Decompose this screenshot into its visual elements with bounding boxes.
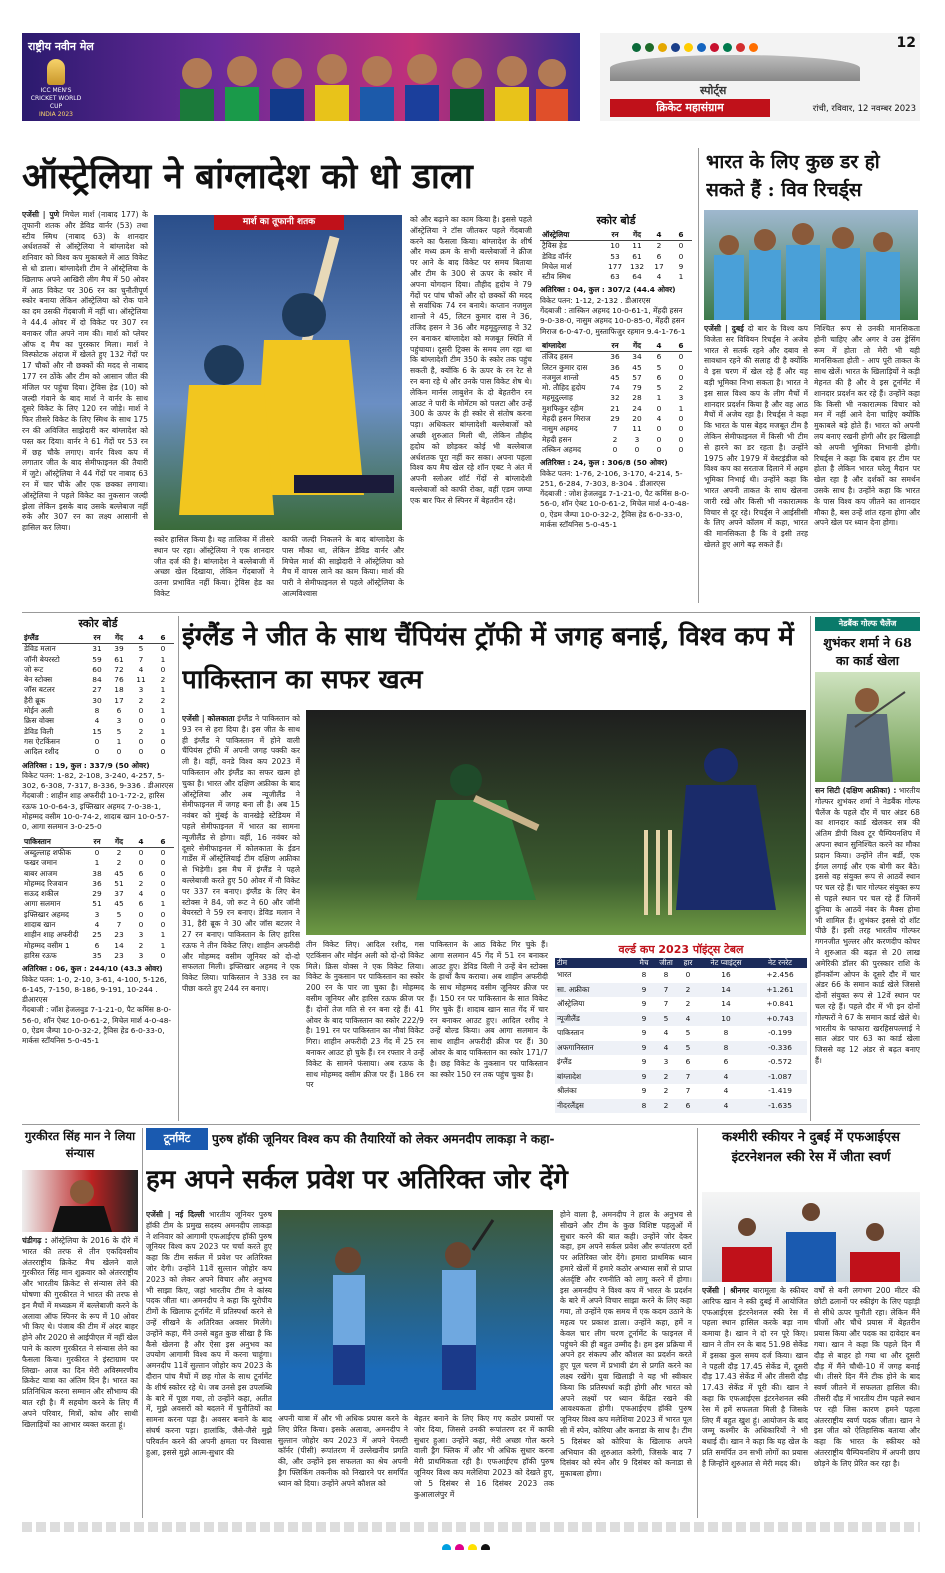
batting-row: सऊद शकील 29 37 4 0 bbox=[24, 889, 166, 899]
points-table bbox=[555, 942, 807, 1120]
points-row: पाकिस्तान 9 4 5 8 -0.199 bbox=[557, 1028, 792, 1038]
lead-byline: एजेंसी | पुणे bbox=[22, 210, 60, 219]
eng-column-3: पाकिस्तान के आठ विकेट गिर चुके हैं। आगा सलमान 45 गेंद में 51 रन बनाकर आउट हुए। डेविड विली ने उन्हें बेन स्टोक्स के हाथों कैच कराया। अब शाहीन अफरीदी के साथ मोहम्मद वसीम जूनियर क्रीज पर हैं। 150 रन पर पाकिस्तान के सात विकेट गिर चुके हैं। शादाब खान सात गेंद में चार रन बनाकर आउट हुए। आदिल रशीद ने उन्हें बोल्ड किया। अब आगा सलमान के साथ शाहीन अफरीदी क्रीज पर हैं। 30 ओवर के बाद पाकिस्तान का स्कोर 171/7 है। छह विकेट के नुकसान पर पाकिस्तान का स्कोर 150 रन तक पहुंच चुका है। bbox=[430, 940, 548, 1079]
golf-headline: शुभंकर शर्मा ने 68 का कार्ड खेला bbox=[823, 635, 912, 668]
richards-byline: एजेंसी | दुबई bbox=[704, 324, 744, 333]
batting-row: मुशफिकुर रहीम 21 24 0 1 bbox=[542, 403, 684, 413]
batting-row: शादाब खान 4 7 0 0 bbox=[24, 920, 166, 930]
hockey-column-2: अपनी यात्रा में और भी अधिक प्रयास करने के लिए प्रेरित किया। इसके अलावा, अमनदीप ने सुल्तान जोहोर कप 2023 में अपने पेनल्टी कॉर्नर (पीसी) रूपांतरण में उल्लेखनीय प्रगति की, और उन्होंने इस सफलता का श्रेय अपनी ड्रैग फ्लिकिंग तकनीक को निखारने पर समर्पित ध्यान को दिया। उन्होंने अपने कौशल को bbox=[278, 1414, 408, 1488]
points-col-nrr: नेट रनरेट bbox=[767, 958, 793, 967]
eng-byline: एजेंसी | कोलकाता bbox=[182, 714, 235, 723]
registration-strip bbox=[22, 1522, 920, 1532]
richards-column-2: निश्चित रूप से उनकी मानसिकता होनी चाहिए और अगर वे उस ड्रेसिंग रूम में होता तो मेरी भी यही मानसिकता होती - आप पूरी ताकत के साथ खेलें। भारत के खिलाड़ियों ने कड़ी मेहनत की है और वे इस टूर्नामेंट में शानदार प्रदर्शन कर रहे हैं। उन्होंने कहा कि किसी भी नकारात्मक विचार को मन में नहीं आने देना चाहिए क्योंकि मुकाबले बड़े होते हैं। भारत को अपनी लय बनाए रखनी होगी और हर खिलाड़ी को अपनी भूमिका निभानी होगी। रिचर्ड्स ने कहा कि दबाव हर टीम पर होता है लेकिन भारत घरेलू मैदान पर खेल रहा है और दर्शकों का समर्थन उसके साथ है। उन्होंने कहा कि भारत के पास विश्व कप जीतने का शानदार मौका है, बस उन्हें शांत रहना होगा और अपने खेल पर ध्यान देना होगा। bbox=[814, 324, 920, 528]
batting-row: आगा सलमान 51 45 6 1 bbox=[24, 899, 166, 909]
lead-column-4: को और बढ़ाने का काम किया है। इससे पहले ऑस्ट्रेलिया ने टॉस जीतकर पहले गेंदबाजी करने का फैसला किया। बांग्लादेश के शीर्ष और मध्य क्रम के सभी बल्लेबाजों ने क्रीज पर आने के बाद विकेट पर समय बिताया और टीम के 300 से ऊपर के स्कोर में अपना योगदान दिया। तौहीद हृदोय ने 79 गेंदों पर पांच चौकों और दो छक्कों की मदद से सर्वाधिक 74 रन बनाये। कप्तान नजमुल शान्तो ने 45, लिटन कुमार दास ने 36, तंजिद हसन ने 36 और महमूदुल्लाह ने 32 रन बनाकर बांग्लादेश को मजबूत स्थिति में पहुंचाया। दूसरी ट्रिक्स के समय लग रहा था कि बांग्लादेशी टीम 350 के स्कोर तक पहुंच सकती है, क्योंकि 6 के ऊपर के रन रेट से रन बना रहे थे और उनके पास विकेट शेष थे। लेकिन मार्नस लाबुशेन के दो बेहतरीन रन आउट ने पारी के मोमेंटम को पलटा और उन्हें 300 के ऊपर के ही स्कोर से संतोष करना पड़ा। अधिकतर बांग्लादेशी बल्लेबाजों को अच्छी शुरुआत मिली थी, लेकिन तौहीद हृदोय को छोड़कर कोई भी बल्लेबाज अर्धशतक पूरा नहीं कर सका। अपना पहला विश्व कप मैच खेल रहे शॉन एबट ने अंत में अपनी स्लोअर शॉर्ट गेंदों से बांग्लादेशी बल्लेबाजों को काफी रोका, वहीं एडम जम्पा एक बार फिर से स्पिनर में बेहतरीन रहे। bbox=[410, 215, 532, 505]
batting-row: जॉनी बेयरस्टो 59 61 7 1 bbox=[24, 654, 166, 664]
eng-headline: इंग्लैंड ने जीत के साथ चैंपियंस ट्रॉफी में जगह बनाई, विश्व कप में पाकिस्तान का सफर खत्म bbox=[182, 622, 794, 695]
eng-batting-table: इंग्लैंड रन गेंद 4 6 डेविड मलान 31 39 5 0 जॉनी बेयरस्टो 59 61 7 1 जो रूट 60 72 4 0 बेन स्टोक्स 84 76 11 2 जॉस बटलर 27 18 3 1 हैरी ब्रूक 30 17 2 2 मोईन अली 8 6 0 1 क्रिस वोक्स 4 3 0 0 डेविड विली 15 5 2 1 गस ऐटकिंसन 0 1 0 0 आदिल रशीद 0 0 0 0 bbox=[22, 633, 174, 758]
ban-fow: विकेट पतन: 1-76, 2-106, 3-170, 4-214, 5-251, 6-284, 7-303, 8-304 . डीआरएस bbox=[540, 468, 683, 488]
aus-batting-table: ऑस्ट्रेलिया रन गेंद 4 6 ट्रैविस हेड 10 11 2 0 डेविड वॉर्नर 53 61 6 0 मिचेल मार्श 177 132 17 9 स्टीव स्मिथ 63 64 4 1 bbox=[540, 230, 692, 282]
batting-row: मोहम्मद वसीम 1 6 14 2 1 bbox=[24, 940, 166, 950]
players-illustration bbox=[172, 45, 572, 121]
ban-extras: अतिरिक्त : 24, कुल : 306/8 (50 ओवर) bbox=[540, 458, 668, 468]
batting-row: बाबर आजम 38 45 6 0 bbox=[24, 868, 166, 878]
batting-row: जॉस बटलर 27 18 3 1 bbox=[24, 685, 166, 695]
hockey-kicker: पुरुष हॉकी जूनियर विश्व कप की तैयारियों को लेकर अमनदीप लाकड़ा ने कहा- bbox=[212, 1132, 555, 1146]
batting-row: तस्किन अहमद 0 0 0 0 bbox=[542, 444, 684, 454]
richards-photo-team-india bbox=[704, 210, 918, 320]
batting-row: स्टीव स्मिथ 63 64 4 1 bbox=[542, 272, 684, 282]
batting-row: फखर जमान 1 2 0 0 bbox=[24, 858, 166, 868]
trophy-icon bbox=[47, 59, 65, 85]
points-row: ऑस्ट्रेलिया 9 7 2 14 +0.841 bbox=[557, 999, 794, 1009]
hockey-column-4: होने वाला है, अमनदीप ने हाल के अनुभव से सीखने और टीम के कुछ विशिष्ट पहलुओं में सुधार करने की बात कही। उन्होंने जोर देकर कहा, हम अपने सर्कल प्रवेश और रूपांतरण दरों पर अतिरिक्त जोर देंगे। हमारा प्राथमिक ध्यान हमारे खेलों में हमारे कठोर अभ्यास सत्रों से प्राप्त अंतर्दृष्टि और रणनीति को लागू करने में होगा। इस अमनदीप ने विश्व कप में भारत के प्रदर्शन के बारे में अपने विचार साझा करने के लिए कहा गया, तो उन्होंने एक समय में एक कदम उठाने के महत्व पर प्रकाश डाला। उन्होंने कहा, हमें न केवल चार लीग चरण टूर्नामेंट के फाइनल में पहुंचने की ही बहुत उम्मीद है। हम इस प्रक्रिया में अपने हर संकल्प और कौशल का प्रदर्शन करते हुए पूल चरण में प्रभावी ढंग से प्रगति करने का लक्ष्य रखेंगे। युवा खिलाड़ी ने यह भी स्वीकार किया कि प्रतिस्पर्धा कड़ी होगी और भारत को अपने लक्ष्यों पर ध्यान केंद्रित रखने की आवश्यकता होगी। एफआईएच हॉकी पुरुष जूनियर विश्व कप मलेशिया 2023 में भारत पूल सी में स्पेन, कोरिया और कनाडा के साथ है। टीम 5 दिसंबर को कोरिया के खिलाफ अपने अभियान की शुरुआत करेगी, जिसके बाद 7 दिसंबर को स्पेन और 9 दिसंबर को कनाडा से मुकाबला होगा। bbox=[560, 1210, 692, 1479]
page-number: 12 bbox=[896, 35, 916, 51]
batting-row: तंजिद हसन 36 34 6 0 bbox=[542, 352, 684, 362]
pak-fow: विकेट पतन: 1-0, 2-10, 3-61, 4-100, 5-126, 6-145, 7-150, 8-186, 9-191, 10-244 . डीआरएस bbox=[22, 974, 167, 1005]
points-row: नीदरलैंड्स 8 2 6 4 -1.635 bbox=[555, 1099, 807, 1114]
golfer-illustration bbox=[815, 672, 920, 782]
lead-column-1: एजेंसी | पुणे मिचेल मार्श (नाबाद 177) के तूफानी शतक और डेविड वार्नर (53) तथा स्टीव स्मिथ (नाबाद 63) के शानदार अर्धशतकों से ऑस्ट्रेलिया ने बांग्लादेश को शनिवार को विश्व कप मुकाबले में आठ विकेट से धो डाला। बांग्लादेशी टीम ने ऑस्ट्रेलिया के खिलाफ अपने आखिरी लीग मैच में 50 ओवर में आठ विकेट पर 306 रन का चुनौतीपूर्ण स्कोर बनाया लेकिन ऑस्ट्रेलिया को रोक पाने का दम उसकी गेंदबाजी में नहीं था। ऑस्ट्रेलिया ने 44.4 ओवर में दो विकेट पर 307 रन बनाकर जीत अपने नाम की। मार्श को प्लेयर ऑफ द मैच का पुरस्कार मिला। मार्श ने विस्फोटक अंदाज में खेलते हुए 132 गेंदों पर 17 चौकों और नौ छक्कों की मदद से नाबाद 177 रन ठोंके और टीम को आसान जीत की मंजिल पर पहुंचा दिया। ट्रेविस हेड (10) को जल्दी गंवाने के बाद मार्श ने वार्नर के साथ दूसरे विकेट के लिए 120 रन जोड़े। मार्श ने फिर तीसरे विकेट के लिए स्मिथ के साथ 175 रन की अविजित साझेदारी कर बांग्लादेश को पस्त कर दिया। वार्नर ने 61 गेंदों पर 53 रन में छह चौके लगाए। वार्नर विश्व कप में लगातार जीत के बाद सेमीफाइनल की तैयारी में जुटे। ऑस्ट्रेलिया ने 44 गेंदों पर नाबाद 63 रन में चार चौके और एक छक्का लगाया। ऑस्ट्रेलिया ने पहले विकेट का नुकसान जल्दी झेला लेकिन इसके बाद उसके बल्लेबाज नहीं रुके और 307 रन का लक्ष्य आसानी से हासिल कर लिया। bbox=[22, 210, 148, 533]
batting-row: गस ऐटकिंसन 0 1 0 0 bbox=[24, 736, 166, 746]
ski-headline: कश्मीरी स्कीयर ने दुबई में एफआईएस इंटरनेशनल स्की रेस में जीता स्वर्ण bbox=[722, 1130, 900, 1165]
batting-row: हारिस रऊफ 35 23 3 0 bbox=[24, 950, 166, 960]
subsection-name: क्रिकेट महासंग्राम bbox=[610, 99, 770, 117]
pak-extras: अतिरिक्त : 06, कुल : 244/10 (43.3 ओवर) bbox=[22, 964, 163, 974]
eng-column-2: तीन विकेट लिए। आदिल रशीद, गस एटकिंसन और मोईन अली को दो-दो विकेट मिले। क्रिस वोक्स ने एक विकेट लिया। विकेट के नुकसान पर पाकिस्तान का स्कोर 200 रन के पार जा चुका है। मोहम्मद वसीम जूनियर और हारिस रऊफ क्रीज पर हैं। दोनों तेज गति से रन बना रहे हैं। 41 ओवर के बाद पाकिस्तान का स्कोर 222/9 है। 191 रन पर पाकिस्तान का नौवां विकेट गिरा। शाहीन अफरीदी 23 गेंद में 25 रन बनाकर आउट हो चुके हैं। रन रफ्तार ने उन्हें विकेट के सामने फंसाया। अब रऊफ के साथ मोहम्मद वसीम क्रीज पर हैं। 186 रन पर bbox=[306, 940, 424, 1090]
lead-scoreboard bbox=[540, 213, 692, 608]
batting-row: डेविड विली 15 5 2 1 bbox=[24, 726, 166, 736]
lead-headline: ऑस्ट्रेलिया ने बांग्लादेश को धो डाला bbox=[22, 156, 473, 197]
ski-column-1: एजेंसी | श्रीनगर बारामूला के स्कीयर आरिफ खान ने स्की दुबई में आयोजित एफआईएस इंटरनेशनल स्की रेस में पहला स्थान हासिल करके बड़ा नाम कमाया है। खान ने दो रन पूरे किए। खान ने तीन रन के बाद 51.98 सेकेंड में इसका कुल समय दर्ज किया। खान ने पहली दौड़ 17.45 सेकेंड में, दूसरी दौड़ 17.43 सेकेंड में और तीसरी दौड़ 17.43 सेकेंड में पूरी की। खान ने कहा कि एफआईएस इंटरनेशनल स्की रेस में हमें सफलता मिली है जिसके लिए मैं बहुत खुश हूं। आयोजन के बाद जम्मू कश्मीर के अधिकारियों ने भी बधाई दी। खान ने कहा कि यह खेल के प्रति समर्पित उन सभी लोगों का प्रयास है जिन्होंने शुरुआत से मेरी मदद की। bbox=[702, 1286, 808, 1468]
batting-row: क्रिस वोक्स 4 3 0 0 bbox=[24, 716, 166, 726]
hockey-players-illustration bbox=[278, 1210, 553, 1410]
eng-scoreboard bbox=[22, 616, 174, 1121]
hockey-byline: एजेंसी | नई दिल्ली bbox=[146, 1210, 205, 1219]
batting-row: बेन स्टोक्स 84 76 11 2 bbox=[24, 675, 166, 685]
aus-bowling: गेंदबाजी : तास्किन अहमद 10-0-61-1, मेंहदी हसन 9-0-38-0, नासुम अहमद 10-0-85-0, मेंहदी हसन मिराज 6-0-47-0, मुस्ताफिजुर रहमान 9.4-1-76-1 bbox=[540, 306, 686, 336]
batting-row: डेविड मलान 31 39 5 0 bbox=[24, 644, 166, 654]
cricketers-celebration-illustration bbox=[154, 215, 402, 530]
batting-row: लिटन कुमार दास 36 45 5 0 bbox=[542, 362, 684, 372]
points-col-played: मैच bbox=[639, 958, 649, 967]
batting-row: महमूदुल्लाह 32 28 1 3 bbox=[542, 393, 684, 403]
hockey-photo bbox=[278, 1210, 553, 1410]
golf-byline: सन सिटी (दक्षिण अफ्रीका) : bbox=[815, 786, 897, 795]
ski-photo-podium bbox=[702, 1192, 920, 1282]
batsman-and-keeper-illustration bbox=[306, 710, 806, 935]
points-row: इंग्लैंड 9 3 6 6 -0.572 bbox=[557, 1057, 792, 1067]
points-row: श्रीलंका 9 2 7 4 -1.419 bbox=[557, 1086, 792, 1096]
batting-row: मोईन अली 8 6 0 1 bbox=[24, 706, 166, 716]
batting-row: मोहम्मद रिजवान 36 51 2 0 bbox=[24, 878, 166, 888]
gurkeerat-illustration bbox=[22, 1170, 138, 1232]
batting-row: डेविड वॉर्नर 53 61 6 0 bbox=[542, 251, 684, 261]
team-flags bbox=[630, 37, 760, 56]
gurkeerat-byline: चंडीगढ़ : bbox=[22, 1236, 48, 1245]
batting-row: मिचेल मार्श 177 132 17 9 bbox=[542, 261, 684, 271]
players-huddle-illustration bbox=[704, 210, 918, 320]
batting-row: नजमुल शान्तो 45 57 6 0 bbox=[542, 372, 684, 382]
lead-photo-caption: मार्श का तूफानी शतक bbox=[214, 215, 344, 230]
color-registration-marks bbox=[440, 1538, 520, 1550]
ban-bowling: गेंदबाजी : जोश हेजलवुड 7-1-21-0, पैट कमिंस 8-0-56-0, शॉन ऐबट 10-0-61-2, मिचेल मार्श 4-0-48-0, ऐडम जैम्पा 10-0-32-2, ट्रैविस हेड 6-0-33-0, मार्कस स्टॉयनिस 5-0-45-1 bbox=[540, 489, 690, 530]
hockey-tag: टूर्नामेंट bbox=[146, 1128, 208, 1150]
batting-row: ट्रैविस हेड 10 11 2 0 bbox=[542, 241, 684, 251]
dateline: रांची, रविवार, 12 नवम्बर 2023 bbox=[812, 104, 916, 114]
hockey-column-1: एजेंसी | नई दिल्ली भारतीय जूनियर पुरुष हॉकी टीम के प्रमुख सदस्य अमनदीप लाकड़ा ने शनिवार को आगामी एफआईएच हॉकी पुरुष जूनियर विश्व कप 2023 पर चर्चा करते हुए कहा कि टीम सर्कल में प्रवेश पर अतिरिक्त जोर देगी। उन्होंने 11वें सुल्तान जोहोर कप 2023 को लेकर अपने विचार और अनुभव भी साझा किए, जहां भारतीय टीम ने कांस्य पदक जीता था। अमनदीप ने कहा कि यूरोपीय टीमों के खिलाफ टूर्नामेंट में प्रतिस्पर्धा करने से उन्हें सीखने के अतिरिक्त अवसर मिलेंगे। उन्होंने कहा, मैंने उनसे बहुत कुछ सीखा है कि कैसे खेलना है और ऐसा इस अनुभव का उपयोग आगामी विश्व कप में करना चाहूंगा। अमनदीप 11वें सुल्तान जोहोर कप 2023 के दौरान पांच मैचों में छह गोल के साथ टूर्नामेंट के शीर्ष स्कोरर रहे थे। जब उनसे इस उपलब्धि के बारे में पूछा गया, तो उन्होंने कहा, अतीत में, मुझे अवसरों को बदलने में चुनौतियों का सामना करना पड़ा है। अवसर बनाने के बाद संघर्ष करना पड़ा। हालांकि, जैसे-जैसे मुझे परिवर्तन करने की अपनी क्षमता पर विश्वास हुआ, इससे मुझे आत्म-सुधार की bbox=[146, 1210, 272, 1457]
ban-batting-table: बांग्लादेश रन गेंद 4 6 तंजिद हसन 36 34 6 0 लिटन कुमार दास 36 45 5 0 नजमुल शान्तो 45 57 6 0 मो. तौहिद हृदोय 74 79 5 2 महमूदुल्लाह 32 28 1 3 मुशफिकुर रहीम 21 24 0 1 मेहदी हसन मिराज 29 20 4 0 नासुम अहमद 7 11 0 0 मेहदी हसन 2 3 0 0 तस्किन अहमद 0 0 0 0 bbox=[540, 341, 692, 455]
stadium-graphic bbox=[610, 55, 860, 81]
world-cup-logo: ICC MEN'S CRICKET WORLD CUP INDIA 2023 bbox=[28, 59, 84, 117]
pak-bowling: गेंदबाजी : जॉश हेजलवुड 7-1-21-0, पैट कमिंस 8-0-56-0, शॉन ऐबट 10-0-61-2, मिचेल मार्श 4-0-48-0, ऐडम जैम्पा 10-0-32-2, ट्रैविस हेड 6-0-33-0, मार्कस स्टॉयनिस 5-0-45-1 bbox=[22, 1005, 172, 1046]
paper-name: राष्ट्रीय नवीन मेल bbox=[28, 40, 94, 53]
batting-row: जो रूट 60 72 4 0 bbox=[24, 664, 166, 674]
points-col-team: टीम bbox=[557, 958, 568, 967]
lead-column-3b: काफी जल्दी निकलने के बाद बांग्लादेश के पास मौका था, लेकिन डेविड वार्नर और मिचेल मार्श की साझेदारी ने ऑस्ट्रेलिया को मैच में वापस लाने का काम किया। मार्श की पारी ने सेमीफाइनल से पहले ऑस्ट्रेलिया के आत्मविश्वास bbox=[282, 535, 404, 598]
batting-row: आदिल रशीद 0 0 0 0 bbox=[24, 747, 166, 757]
points-row: न्यूजीलैंड 9 5 4 10 +0.743 bbox=[555, 1012, 807, 1027]
lead-photo-marsh bbox=[154, 215, 402, 530]
aus-extras: अतिरिक्त : 04, कुल : 307/2 (44.4 ओवर) bbox=[540, 285, 676, 295]
batting-row: अब्दुल्लाह शफीक 0 2 0 0 bbox=[24, 847, 166, 857]
ski-column-2: वर्षों से बनी लगभग 200 मीटर की छोटी ढलानों पर स्कीइंग के लिए पहाड़ी से सीधे ऊपर चुनौती रहा। लेकिन मैंने चीजों और चौथे प्रयास में बेहतरीन प्रयास किया और पदक का दावेदार बन गया। खान ने कहा कि पहले दिन मैं दौड़ से बाहर हो गया था और दूसरी दौड़ में मैंने चौथी-10 में जगह बनाई थी। तीसरे दिन मैंने टीक होने के बाद स्वर्ण जीतने में सफलता हासिल की। तीसरी दौड़ में भारतीय टीम पहले स्थान पर रही जिस कारण हमने पहला अंतरराष्ट्रीय स्वर्ण पदक जीता। खान ने इस जीत को ऐतिहासिक बताया और कहा कि भारत के स्कीयर को अंतरराष्ट्रीय चैम्पियनशिप में अपनी छाप छोड़ने के लिए प्रेरित कर रहा है। bbox=[814, 1286, 920, 1468]
section-name: स्पोर्ट्स bbox=[700, 84, 727, 97]
gurkeerat-headline: गुरकीरत सिंह मान ने लिया संन्यास bbox=[24, 1129, 136, 1160]
batting-row: मेहदी हसन 2 3 0 0 bbox=[542, 434, 684, 444]
hockey-column-3: बेहतर बनाने के लिए किए गए कठोर प्रयासों पर जोर दिया, जिससे उनकी रूपांतरण दर में काफी सुधार हुआ। उन्होंने कहा, मेरी अच्छा गोल करने वाली ड्रैग फ्लिक में और भी अधिक सुधार करना मेरी प्राथमिकता रही है। एफआईएच हॉकी पुरुष जूनियर विश्व कप मलेशिया 2023 को देखते हुए, जो 5 दिसंबर से 16 दिसंबर 2023 तक कुआलालंपुर में bbox=[414, 1414, 554, 1499]
player-faces bbox=[172, 45, 572, 121]
richards-headline: भारत के लिए कुछ डर हो सकते हैं : विव रिचर्ड्स bbox=[706, 151, 880, 201]
hockey-headline: हम अपने सर्कल प्रवेश पर अतिरिक्त जोर देंगे bbox=[146, 1165, 568, 1195]
lead-scoreboard-title: स्कोर बोर्ड bbox=[596, 214, 636, 227]
batting-row: मेहदी हसन मिराज 29 20 4 0 bbox=[542, 414, 684, 424]
lead-column-2b: स्कोर हासिल किया है। यह तालिका में तीसरे स्थान पर रहा। ऑस्ट्रेलिया ने एक शानदार जीत दर्ज की है। बांग्लादेश ने बल्लेबाजी में अच्छा खेल दिखाया, लेकिन गेंदबाजों ने उतना प्रभावित नहीं किया। ट्रेविस हेड का विकेट bbox=[154, 535, 274, 598]
batting-row: इफ्तिखार अहमद 3 5 0 0 bbox=[24, 909, 166, 919]
golf-tag: नेडबैंक गोल्फ चैलेंज bbox=[815, 617, 920, 631]
golf-photo-shubhankar bbox=[815, 672, 920, 782]
richards-column-1: एजेंसी | दुबई दो बार के विश्व कप विजेता सर विवियन रिचर्ड्स ने अजेय भारत से सतर्क रहने और दबाव से सावधान रहने की सलाह दी है क्योंकि वे इस चरण में खेल रहे हैं और यह बड़ी भूमिका निभा सकता है। भारत ने इस साल विश्व कप के लीग मैचों में शानदार प्रदर्शन किया है और वह आठ मैचों में अजेय रहा है। रिचर्ड्स ने कहा कि भारत के पास बेहद मजबूत टीम है लेकिन सेमीफाइनल में किसी भी टीम से हारने का डर रहता है। उन्होंने 1975 और 1979 में वेस्टइंडीज को विश्व कप का सरताज दिलाने में अहम भूमिका निभाई थी। उन्होंने कहा कि भारत अपनी ताकत के साथ खेलना जारी रखे और किसी भी नकारात्मक विचार से दूर रहे। रिचर्ड्स ने आईसीसी के लिए अपने कॉलम में कहा, भारत की मानसिकता है कि वे इसी तरह खेलते हुए आगे बढ़ सकते हैं। bbox=[704, 324, 808, 549]
eng-scoreboard-title: स्कोर बोर्ड bbox=[78, 617, 118, 630]
points-col-won: जीता bbox=[659, 958, 673, 967]
podium-illustration bbox=[702, 1192, 920, 1282]
points-row: भारत 8 8 0 16 +2.456 bbox=[557, 970, 794, 980]
pak-batting-table: पाकिस्तान रन गेंद 4 6 अब्दुल्लाह शफीक 0 2 0 0 फखर जमान 1 2 0 0 बाबर आजम 38 45 6 0 मोहम्मद रिजवान 36 51 2 0 सऊद शकील 29 37 4 0 आगा सलमान 51 45 6 1 इफ्तिखार अहमद 3 5 0 0 शादाब खान 4 7 0 0 शाहीन शाह अफरीदी 25 23 3 1 मोहम्मद वसीम 1 6 14 2 1 हारिस रऊफ 35 23 3 0 bbox=[22, 837, 174, 962]
points-col-lost: हार bbox=[683, 958, 693, 967]
aus-fow: विकेट पतन: 1-12, 2-132 . डीआरएस bbox=[540, 295, 651, 305]
batting-row: मो. तौहिद हृदोय 74 79 5 2 bbox=[542, 383, 684, 393]
batting-row: नासुम अहमद 7 11 0 0 bbox=[542, 424, 684, 434]
masthead-banner bbox=[22, 33, 580, 121]
gurkeerat-photo bbox=[22, 1170, 138, 1232]
eng-bowling: गेंदबाजी : शाहीन शाह अफरीदी 10-1-72-2, हारिस रऊफ 10-0-64-3, इफ्तिखार अहमद 7-0-38-1, मोहम्मद वसीम 10-0-74-2, शादाब खान 10-0-57-0, आगा सलमान 3-0-25-0 bbox=[22, 791, 170, 832]
ski-byline: एजेंसी | श्रीनगर bbox=[702, 1286, 750, 1295]
points-col-points: नेट प्वाइंट्स bbox=[710, 958, 742, 967]
gurkeerat-body: चंडीगढ़ : ऑस्ट्रेलिया के 2016 के दौरे में भारत की तरफ से तीन एकदिवसीय अंतरराष्ट्रीय क्रिकेट मैच खेलने वाले गुरकीरत सिंह मान शुक्रवार को अंतरराष्ट्रीय और भारतीय क्रिकेट से संन्यास लेने की घोषणा की गुरकीरत ने भारत की तरफ से इन मैचों में मध्यक्रम में बल्लेबाजी करने के अलावा ऑफ स्पिनर के रूप में 10 ओवर भी किए थे। पंजाब की टीम में अंदर बाहर होने और 2020 से आईपीएल में नहीं खेल पाने के कारण गुरकीरत ने संन्यास लेने का फैसला किया। गुरकीरत ने इंस्टाग्राम पर लिखा- आज का दिन मेरी अविस्मरणीय क्रिकेट यात्रा का अंतिम दिन है। भारत का प्रतिनिधित्व करना सम्मान और सौभाग्य की बात रही है। मैं सहयोग करने के लिए मैं अपने परिवार, मित्रों, कोच और साथी खिलाड़ियों का आभार व्यक्त करता हूं। bbox=[22, 1236, 138, 1429]
masthead-right bbox=[600, 33, 920, 121]
points-row: सा. अफ्रीका 9 7 2 14 +1.261 bbox=[555, 983, 807, 998]
eng-column-1: एजेंसी | कोलकाता इंग्लैंड ने पाकिस्तान को 93 रन से हरा दिया है। इस जीत के साथ ही इंग्लैंड ने पाकिस्तान में होने वाली चैंपियंस ट्रॉफी में अपनी जगह पक्की कर ली है। वहीं, वनडे विश्व कप 2023 में पाकिस्तान और इंग्लैंड का सफर खत्म हो चुका है। भारत और दक्षिण अफ्रीका के बाद ऑस्ट्रेलिया और अब न्यूजीलैंड ने सेमीफाइनल में जगह बना ली है। अब 15 नवंबर को मुंबई के वानखेड़े स्टेडियम में पहले सेमीफाइनल में भारत का सामना न्यूजीलैंड से होगा। वहीं, 16 नवंबर को दूसरे सेमीफाइनल में कोलकाता के ईडन गार्डेंस में ऑस्ट्रेलियाई टीम दक्षिण अफ्रीका से भिड़ेगी। इस मैच में इंग्लैंड ने पहले बल्लेबाजी करते हुए 50 ओवर में नौ विकेट पर 337 रन बनाए। इंग्लैंड के लिए बेन स्टोक्स ने 84, जो रूट ने 60 और जॉनी बेयरस्टो ने 59 रन बनाए। डेविड मलान ने 31, हैरी ब्रूक ने 30 और जॉस बटलर ने 27 रन बनाए। पाकिस्तान के लिए हारिस रऊफ ने तीन विकेट लिए। शाहीन अफरीदी और मोहम्मद वसीम जूनियर को दो-दो सफलता मिली। इफ्तिखार अहमद ने एक विकेट लिया। पाकिस्तान ने 338 रन का पीछा करते हुए 244 रन बनाए। bbox=[182, 714, 300, 993]
golf-body: सन सिटी (दक्षिण अफ्रीका) : भारतीय गोल्फर शुभंकर शर्मा ने नेडबैंक गोल्फ चैलेंज के पहले दौर में चार अंडर 68 का शानदार कार्ड खेलकर सत्र की अंतिम डीपी विश्व टूर चैम्पियनशिप में अपना स्थान सुनिश्चित करने का मौका प्रदान किया। उन्होंने तीन बर्डी, एक ईगल लगाई और एक बोगी कर बैठे। इससे वह संयुक्त रूप से आठवें स्थान पर चल रहे हैं। चार गोल्फर संयुक्त रूप से पहले स्थान पर चल रहे हैं जिनमें दुनिया के आठवें नंबर के मैक्स होमा भी शामिल हैं। शुभंकर इससे दो शॉट पीछे हैं। इसी तरह भारतीय गोल्फर गगनजीत भुल्लर और करणदीप कोचर ने शुरुआत की बढ़त से 20 लाख अमेरिकी डॉलर की पुरस्कार राशि के हॉनकॉन्ग ओपन के दूसरे दौर में चार अंडर 66 के समान कार्ड खेले जिससे दोनों संयुक्त रूप से 12वें स्थान पर चल रहे हैं। पहले दौर में भी इन दोनों गोल्फरों ने 67 के समान कार्ड खेले थे। भारतीय के फाफारा खरहिसपल्लाई ने सात अंडर पार 63 का कार्ड खेला जिससे वह 12 अंडर से बढ़त बनाए हैं। bbox=[815, 786, 920, 1065]
eng-extras: अतिरिक्त : 19, कुल : 337/9 (50 ओवर) bbox=[22, 760, 150, 770]
points-table-title: वर्ल्ड कप 2023 पॉइंट्स टेबल bbox=[618, 943, 744, 956]
eng-photo-match-action bbox=[306, 710, 806, 935]
batting-row: शाहीन शाह अफरीदी 25 23 3 1 bbox=[24, 930, 166, 940]
points-row: बांग्लादेश 9 2 7 4 -1.087 bbox=[555, 1070, 807, 1085]
points-row: अफगानिस्तान 9 4 5 8 -0.336 bbox=[555, 1041, 807, 1056]
eng-fow: विकेट पतन: 1-82, 2-108, 3-240, 4-257, 5-302, 6-308, 7-317, 8-336, 9-336 . डीआरएस bbox=[22, 770, 174, 791]
batting-row: हैरी ब्रूक 30 17 2 2 bbox=[24, 695, 166, 705]
